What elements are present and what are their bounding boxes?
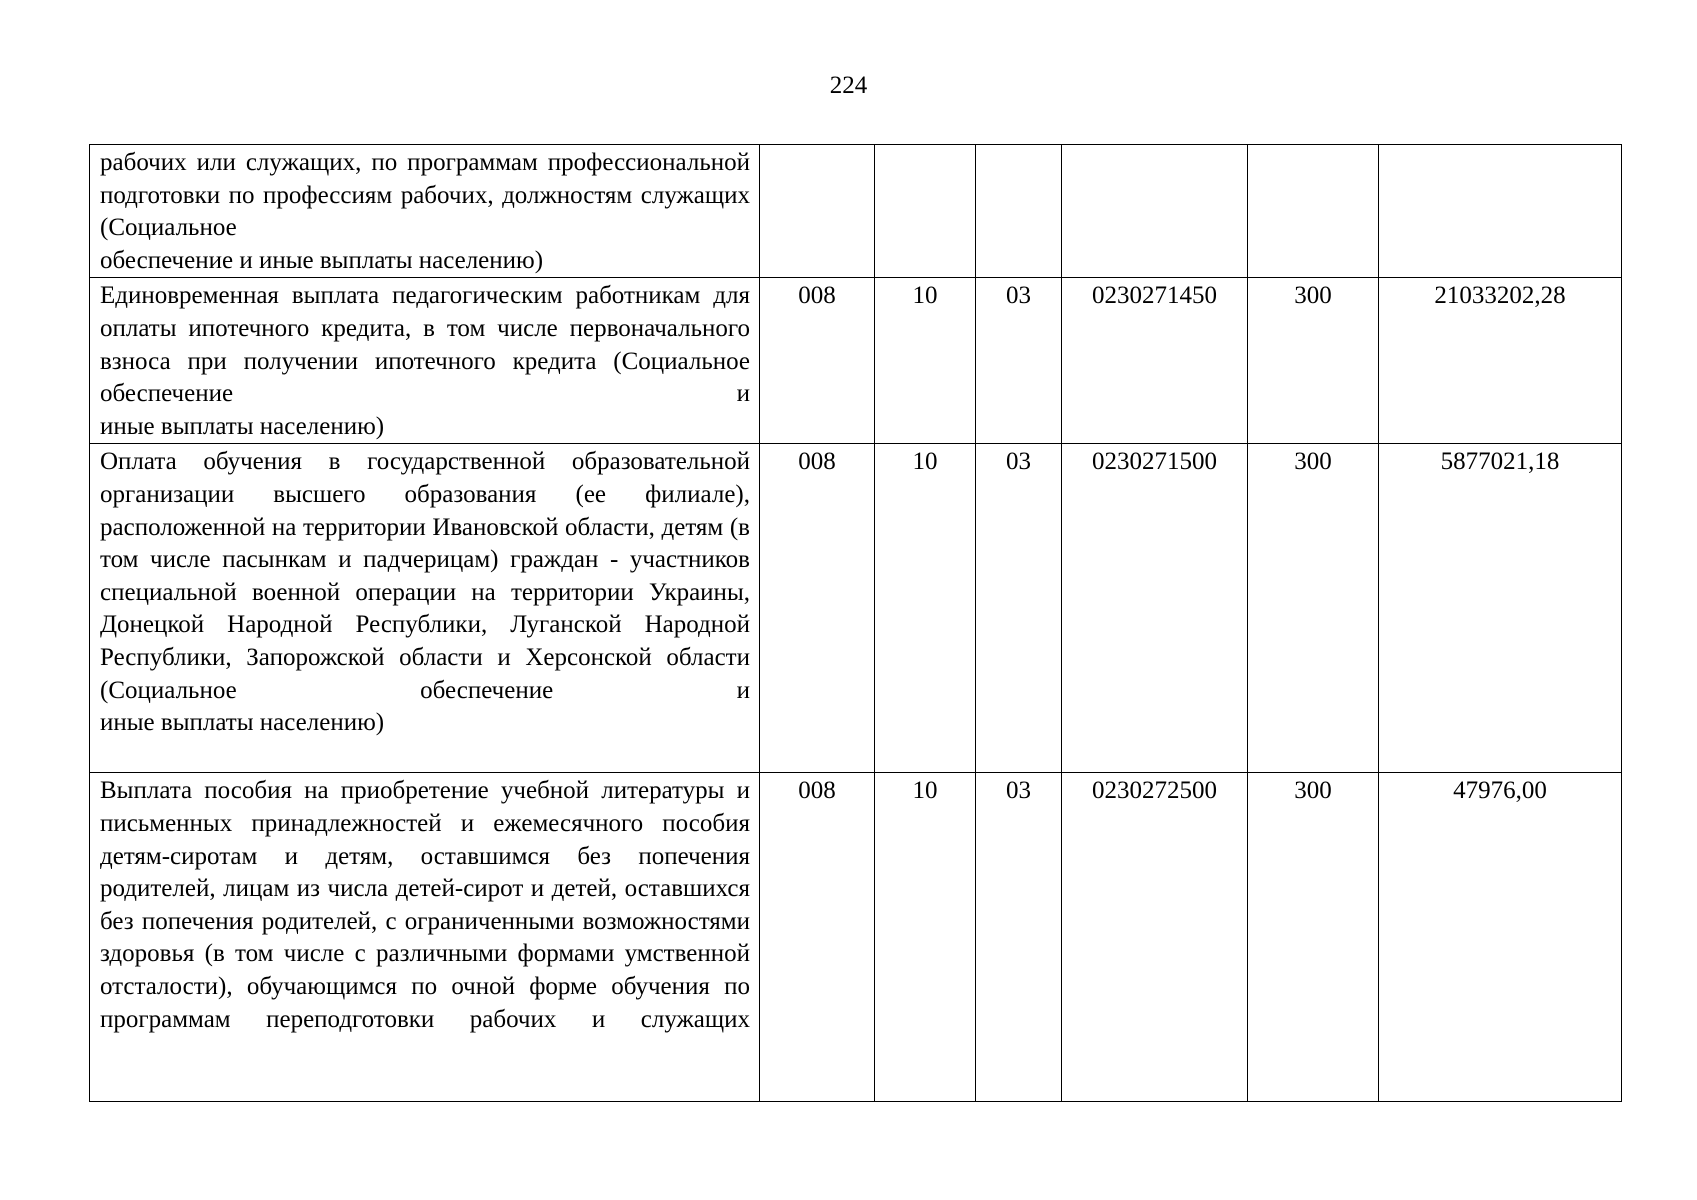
expense-type-code: 300 bbox=[1248, 444, 1379, 773]
table-row bbox=[90, 773, 1622, 1102]
target-item-code: 0230271500 bbox=[1062, 444, 1248, 773]
ministry-code: 008 bbox=[760, 773, 875, 1102]
amount: 5877021,18 bbox=[1379, 444, 1622, 773]
budget-table bbox=[89, 144, 1622, 1102]
description-text: Выплата пособия на приобретение учебной литературы и письменных принадлежностей и ежемесячного пособия детям-сиротам и детям, оставшимся без попечения родителей, лицам из числа детей-сирот и детей, оставшихся без попечения родителей, с ограниченными возможностями здоровья (в том числе с различными формами умственной отсталости), обучающимся по очной форме обучения по программам переподготовки рабочих и служащих bbox=[100, 777, 750, 1033]
description-text: Единовременная выплата педагогическим работникам для оплаты ипотечного кредита, в том числе первоначального взноса при получении ипотечного кредита (Социальное обеспечение и bbox=[100, 282, 750, 408]
expense-type-code: 300 bbox=[1248, 773, 1379, 1102]
amount: 21033202,28 bbox=[1379, 278, 1622, 444]
description-text: Оплата обучения в государственной образовательной организации высшего образования (ее филиале), расположенной на территории Ивановской области, детям (в том числе пасынкам и падчерицам) граждан - участников специальной военной операции на территории Украины, Донецкой Народной Республики, Луганской Народной Республики, Запорожской области и Херсонской области (Социальное обеспечение и bbox=[100, 448, 750, 704]
expense-description bbox=[90, 773, 760, 1102]
table-row bbox=[90, 145, 1622, 278]
ministry-code: 008 bbox=[760, 278, 875, 444]
expense-type-code bbox=[1248, 145, 1379, 278]
section-code: 10 bbox=[875, 444, 976, 773]
description-text: рабочих или служащих, по программам профессиональной подготовки по профессиям рабочих, должностям служащих (Социальное bbox=[100, 149, 750, 242]
expense-type-code: 300 bbox=[1248, 278, 1379, 444]
subsection-code: 03 bbox=[976, 773, 1062, 1102]
expense-description bbox=[90, 278, 760, 444]
description-text-end: обеспечение и иные выплаты населению) bbox=[100, 246, 544, 274]
description-text-end: иные выплаты населению) bbox=[100, 412, 385, 440]
ministry-code: 008 bbox=[760, 444, 875, 773]
description-text-end: иные выплаты населению) bbox=[100, 709, 385, 737]
table-row bbox=[90, 444, 1622, 773]
section-code bbox=[875, 145, 976, 278]
target-item-code bbox=[1062, 145, 1248, 278]
amount: 47976,00 bbox=[1379, 773, 1622, 1102]
target-item-code: 0230271450 bbox=[1062, 278, 1248, 444]
table-row bbox=[90, 278, 1622, 444]
section-code: 10 bbox=[875, 773, 976, 1102]
target-item-code: 0230272500 bbox=[1062, 773, 1248, 1102]
section-code: 10 bbox=[875, 278, 976, 444]
expense-description bbox=[90, 145, 760, 278]
subsection-code: 03 bbox=[976, 444, 1062, 773]
page-number: 224 bbox=[829, 72, 868, 99]
subsection-code bbox=[976, 145, 1062, 278]
ministry-code bbox=[760, 145, 875, 278]
expense-description bbox=[90, 444, 760, 773]
subsection-code: 03 bbox=[976, 278, 1062, 444]
amount bbox=[1379, 145, 1622, 278]
